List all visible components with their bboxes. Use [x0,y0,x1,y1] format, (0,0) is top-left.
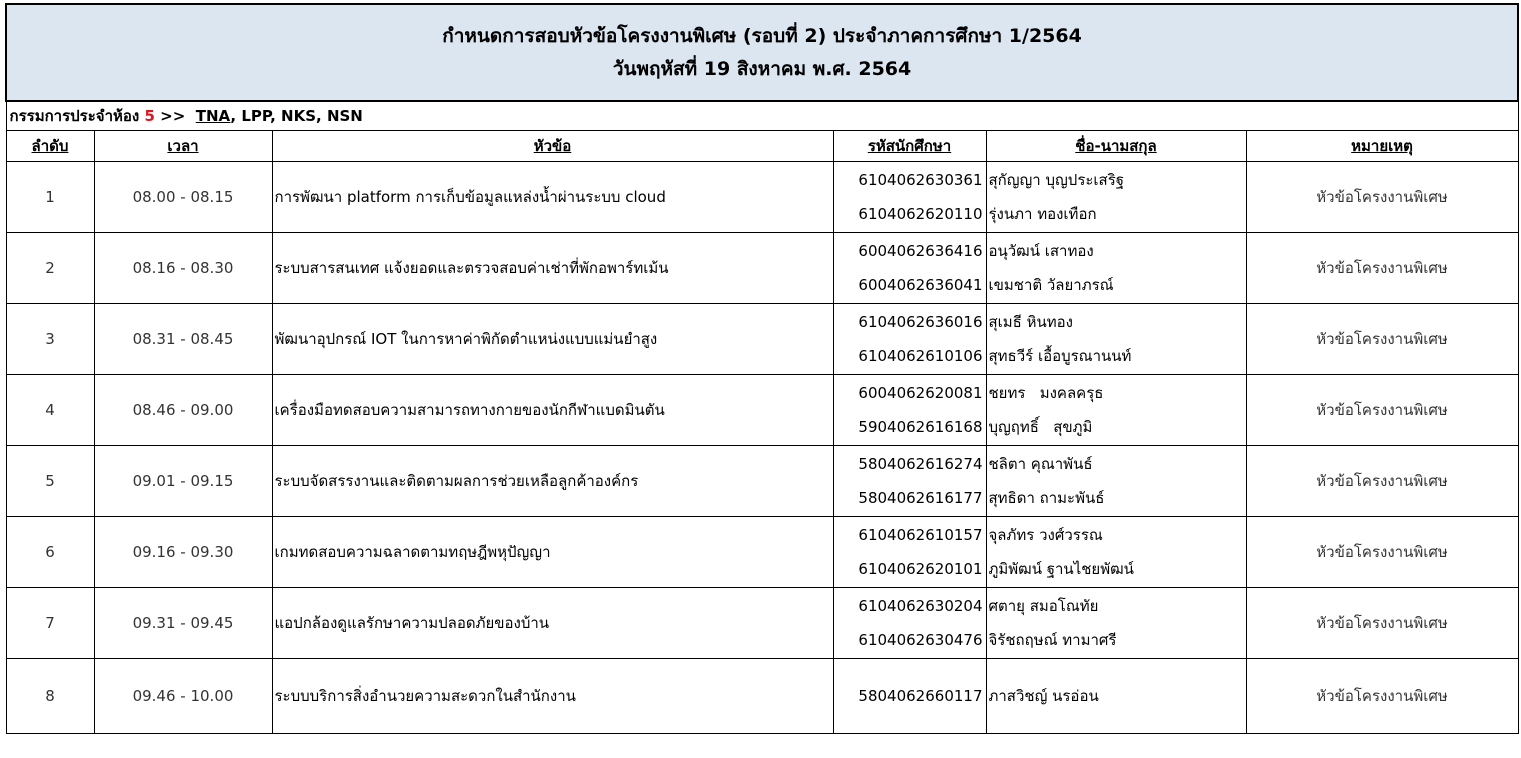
committee-arrow: >> [160,107,186,125]
student-name: บุญฤทธิ์ สุขภูมิ [988,418,1093,436]
row-no: 7 [6,588,94,659]
row-remark: หัวข้อโครงงานพิเศษ [1246,304,1518,375]
student-name: จุลภัทร วงศ์วรรณ [988,526,1103,544]
student-id: 6104062620110 [858,205,983,223]
row-topic: ระบบจัดสรรงานและติดตามผลการช่วยเหลือลูกค้าองค์กร [272,446,833,517]
title-row [6,4,1518,101]
row-no: 6 [6,517,94,588]
student-name: ชยทร มงคลครุธ [988,384,1104,402]
title-line-2: วันพฤหัสที่ 19 สิงหาคม พ.ศ. 2564 [612,57,912,80]
student-name: อนุวัฒน์ เสาทอง [988,242,1094,260]
col-header-no: ลำดับ [6,131,94,162]
title-line-1: กำหนดการสอบหัวข้อโครงงานพิเศษ (รอบที่ 2) ประจำภาคการศึกษา 1/2564 [442,24,1082,47]
row-time: 09.31 - 09.45 [94,588,272,659]
row-time: 09.46 - 10.00 [94,659,272,734]
row-topic: การพัฒนา platform การเก็บข้อมูลแหล่งน้ำผ่านระบบ cloud [272,162,833,233]
student-id: 6104062636016 [858,313,983,331]
table-row [6,304,1518,375]
row-topic: เครื่องมือทดสอบความสามารถทางกายของนักกีฬาแบดมินตัน [272,375,833,446]
table-row [6,375,1518,446]
header-row [6,131,1518,162]
row-student-names [986,659,1246,734]
student-id: 5904062616168 [858,418,983,436]
row-no: 8 [6,659,94,734]
committee-others: , LPP, NKS, NSN [230,107,363,125]
row-student-names [986,517,1246,588]
row-student-names [986,162,1246,233]
row-remark: หัวข้อโครงงานพิเศษ [1246,588,1518,659]
table-body [6,162,1518,734]
row-time: 09.01 - 09.15 [94,446,272,517]
row-time: 08.16 - 08.30 [94,233,272,304]
row-remark: หัวข้อโครงงานพิเศษ [1246,233,1518,304]
student-id: 6004062636416 [858,242,983,260]
student-id: 6104062630361 [858,171,983,189]
page-title [6,4,1518,101]
row-topic: แอปกล้องดูแลรักษาความปลอดภัยของบ้าน [272,588,833,659]
table-row [6,588,1518,659]
row-student-ids [833,375,986,446]
row-student-ids [833,233,986,304]
row-time: 08.00 - 08.15 [94,162,272,233]
col-header-name: ชื่อ-นามสกุล [986,131,1246,162]
row-topic: ระบบบริการสิ่งอำนวยความสะดวกในสำนักงาน [272,659,833,734]
student-name: สุกัญญา บุญประเสริฐ [988,171,1125,189]
row-student-names [986,588,1246,659]
student-id: 6104062610157 [858,526,983,544]
schedule-sheet [5,3,1517,734]
student-id: 6104062630476 [858,631,983,649]
table-row [6,446,1518,517]
row-student-names [986,233,1246,304]
col-header-topic: หัวข้อ [272,131,833,162]
row-remark: หัวข้อโครงงานพิเศษ [1246,446,1518,517]
table-row [6,517,1518,588]
row-student-ids [833,517,986,588]
row-student-names [986,375,1246,446]
student-name: จิรัชถฤษณ์ ทามาศรี [988,631,1117,649]
student-id: 5804062660117 [858,687,983,705]
row-time: 08.46 - 09.00 [94,375,272,446]
row-student-ids [833,446,986,517]
row-no: 2 [6,233,94,304]
row-no: 3 [6,304,94,375]
committee-room: 5 [144,107,155,125]
row-student-ids [833,588,986,659]
student-name: ภาสวิชญ์ นรอ่อน [988,687,1099,705]
row-topic: เกมทดสอบความฉลาดตามทฤษฎีพหุปัญญา [272,517,833,588]
col-header-time: เวลา [94,131,272,162]
student-id: 6104062620101 [858,560,983,578]
row-remark: หัวข้อโครงงานพิเศษ [1246,375,1518,446]
row-no: 4 [6,375,94,446]
student-id: 6104062630204 [858,597,983,615]
row-no: 1 [6,162,94,233]
committee-row [6,101,1518,131]
schedule-table [5,3,1519,734]
row-student-names [986,446,1246,517]
committee-label: กรรมการประจำห้อง [9,107,140,125]
row-time: 09.16 - 09.30 [94,517,272,588]
row-remark: หัวข้อโครงงานพิเศษ [1246,162,1518,233]
student-id: 6104062610106 [858,347,983,365]
student-name: สุเมธี หินทอง [988,313,1073,331]
committee-cell [6,101,1518,131]
student-name: ศตายุ สมอโณทัย [988,597,1099,615]
row-topic: ระบบสารสนเทศ แจ้งยอดและตรวจสอบค่าเช่าที่พักอพาร์ทเม้น [272,233,833,304]
table-row [6,233,1518,304]
row-student-names [986,304,1246,375]
row-student-ids [833,162,986,233]
student-name: สุทธิดา ถามะพันธ์ [988,489,1105,507]
row-time: 08.31 - 08.45 [94,304,272,375]
table-row [6,162,1518,233]
student-name: ภูมิพัฒน์ ฐานไชยพัฒน์ [988,560,1134,578]
col-header-student-id: รหัสนักศึกษา [833,131,986,162]
student-id: 5804062616274 [858,455,983,473]
row-topic: พัฒนาอุปกรณ์ IOT ในการหาค่าพิกัดตำแหน่งแบบแม่นยำสูง [272,304,833,375]
row-student-ids [833,659,986,734]
row-remark: หัวข้อโครงงานพิเศษ [1246,517,1518,588]
committee-lead: TNA [195,107,231,125]
student-id: 5804062616177 [858,489,983,507]
row-student-ids [833,304,986,375]
student-id: 6004062620081 [858,384,983,402]
row-remark: หัวข้อโครงงานพิเศษ [1246,659,1518,734]
student-name: สุทธวีร์ เอื้อบูรณานนท์ [988,347,1132,365]
student-name: เขมชาติ วัลยาภรณ์ [988,276,1114,294]
student-name: รุ่งนภา ทองเทือก [988,205,1097,223]
col-header-remark: หมายเหตุ [1246,131,1518,162]
table-row [6,659,1518,734]
student-id: 6004062636041 [858,276,983,294]
row-no: 5 [6,446,94,517]
student-name: ชลิตา คุณาพันธ์ [988,455,1093,473]
